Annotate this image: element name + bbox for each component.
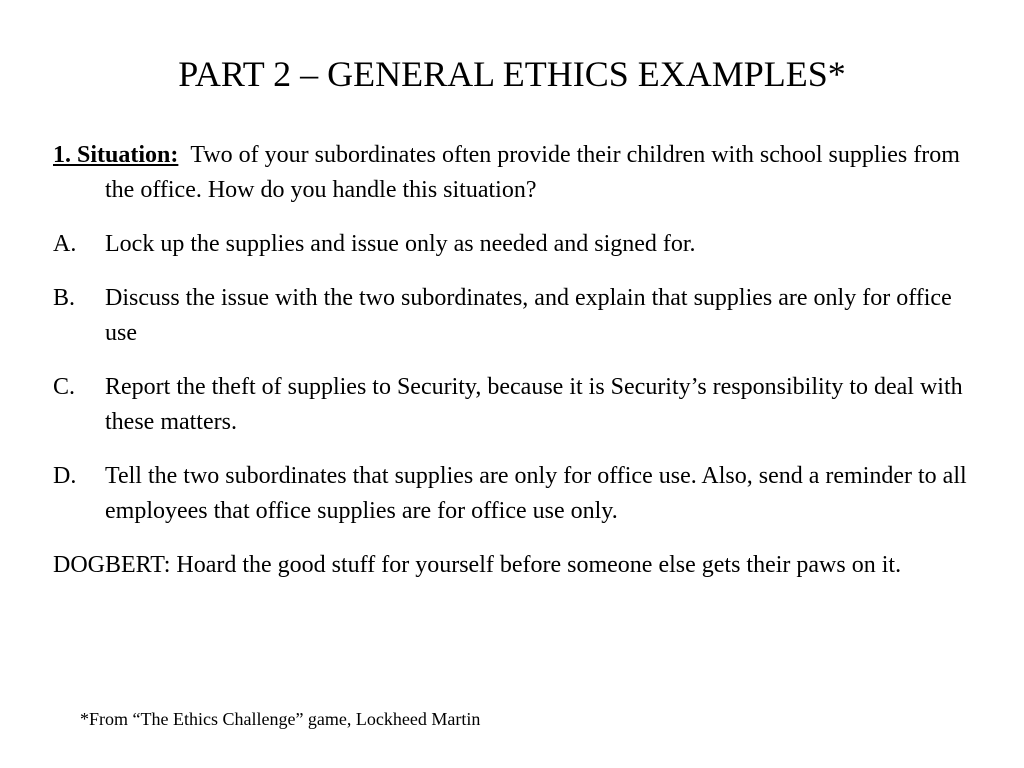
situation-text: Two of your subordinates often provide their children with school supplies from the office. How do you handle this situation? bbox=[105, 142, 960, 203]
dogbert-paragraph: DOGBERT: Hoard the good stuff for yourself before someone else gets their paws on it. bbox=[53, 552, 902, 578]
option-text: Report the theft of supplies to Security, because it is Security’s responsibility to deal with these matters. bbox=[105, 374, 963, 435]
option-a bbox=[53, 227, 973, 262]
option-b bbox=[53, 281, 973, 351]
option-text: Lock up the supplies and issue only as needed and signed for. bbox=[105, 231, 696, 257]
option-marker: A. bbox=[53, 231, 77, 257]
footnote: *From “The Ethics Challenge” game, Lockheed Martin bbox=[80, 709, 481, 729]
option-c bbox=[53, 370, 973, 440]
situation-label: 1. Situation: bbox=[53, 142, 179, 168]
slide-title: PART 2 – GENERAL ETHICS EXAMPLES* bbox=[178, 54, 846, 94]
option-marker: B. bbox=[53, 285, 76, 311]
option-marker: D. bbox=[53, 463, 77, 489]
option-text: Discuss the issue with the two subordinates, and explain that supplies are only for office use bbox=[105, 285, 952, 346]
option-d bbox=[53, 459, 973, 529]
option-text: Tell the two subordinates that supplies are only for office use. Also, send a reminder to all employees that office supplies are for office use only. bbox=[105, 463, 967, 524]
slide-content bbox=[53, 138, 973, 602]
option-marker: C. bbox=[53, 374, 76, 400]
situation-paragraph bbox=[53, 138, 973, 208]
